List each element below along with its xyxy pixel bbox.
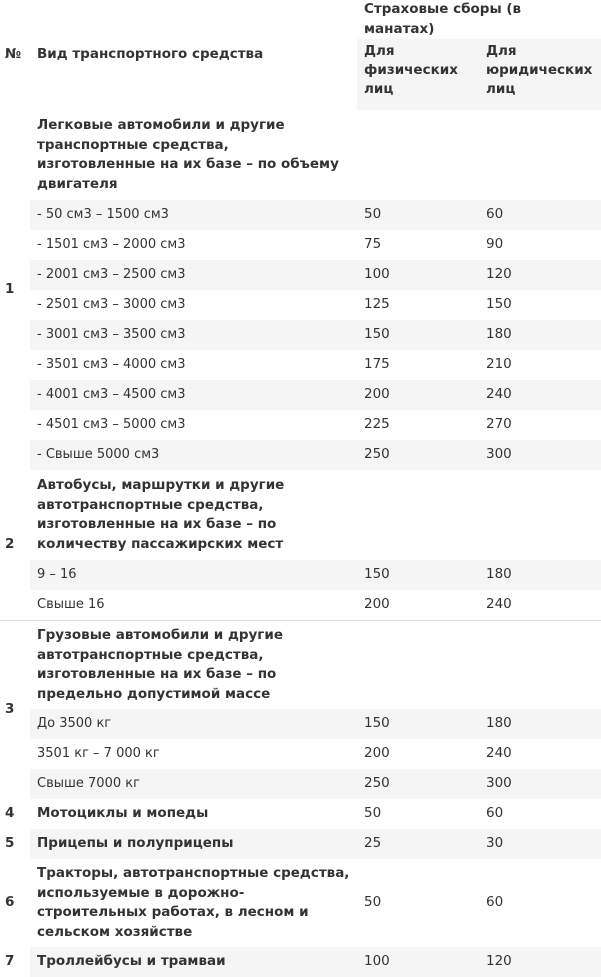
vehicle-subtype: - 50 см3 – 1500 см3 bbox=[30, 200, 357, 230]
fee-individuals: 25 bbox=[357, 829, 479, 859]
fee-individuals: 100 bbox=[357, 260, 479, 290]
fee-individuals: 50 bbox=[357, 200, 479, 230]
fee-individuals: 150 bbox=[357, 560, 479, 590]
fee-legal: 180 bbox=[479, 560, 601, 590]
fee-individuals: 150 bbox=[357, 709, 479, 739]
fee-legal: 90 bbox=[486, 236, 504, 253]
fee-individuals: 200 bbox=[364, 596, 390, 613]
fee-individuals: 250 bbox=[357, 440, 479, 470]
fee-legal: 300 bbox=[479, 440, 601, 470]
row-number: 7 bbox=[5, 953, 15, 970]
fee-legal: 120 bbox=[479, 947, 601, 977]
vehicle-subtype: - 2001 см3 – 2500 см3 bbox=[30, 260, 357, 290]
fee-legal: 120 bbox=[479, 260, 601, 290]
category-title: Мотоциклы и мопеды bbox=[37, 805, 209, 822]
group-1 bbox=[0, 110, 601, 470]
fee-individuals: 150 bbox=[357, 320, 479, 350]
fee-individuals: 100 bbox=[357, 947, 479, 977]
fee-individuals: 200 bbox=[364, 745, 390, 762]
fee-legal: 240 bbox=[486, 596, 512, 613]
fee-legal: 60 bbox=[479, 200, 601, 230]
vehicle-subtype: До 3500 кг bbox=[30, 709, 357, 739]
vehicle-subtype: Свыше 7000 кг bbox=[30, 769, 357, 799]
row-number: 3 bbox=[0, 621, 30, 800]
category-title: Тракторы, автотранспортные средства, используемые в дорожно-строительных работах, в лесном и сельском хозяйстве bbox=[37, 865, 350, 940]
fee-legal: 180 bbox=[479, 320, 601, 350]
category-title: Автобусы, маршрутки и другие автотранспортные средства, изготовленные на их базе – по количеству пассажирских мест bbox=[37, 477, 285, 552]
fee-legal: 240 bbox=[486, 745, 512, 762]
fee-legal: 210 bbox=[486, 356, 512, 373]
fee-legal: 60 bbox=[486, 805, 504, 822]
row-number: 5 bbox=[5, 835, 15, 852]
fee-individuals: 175 bbox=[364, 356, 390, 373]
vehicle-subtype: - 4501 см3 – 5000 см3 bbox=[37, 417, 186, 433]
fee-legal: 270 bbox=[486, 416, 512, 433]
vehicle-subtype: - 3001 см3 – 3500 см3 bbox=[30, 320, 357, 350]
vehicle-subtype: - 2501 см3 – 3000 см3 bbox=[37, 297, 186, 313]
vehicle-subtype: - 1501 см3 – 2000 см3 bbox=[37, 237, 186, 253]
fee-individuals: 250 bbox=[357, 769, 479, 799]
category-title: Легковые автомобили и другие транспортные средства, изготовленные на их базе – по объему двигателя bbox=[37, 117, 339, 192]
fee-individuals: 200 bbox=[357, 380, 479, 410]
fee-individuals: 225 bbox=[364, 416, 390, 433]
fee-legal: 300 bbox=[479, 769, 601, 799]
fee-individuals: 125 bbox=[364, 296, 390, 313]
group-2 bbox=[0, 470, 601, 621]
header-vehicle-type: Вид транспортного средства bbox=[37, 46, 264, 63]
row-number: 2 bbox=[5, 536, 15, 553]
vehicle-subtype: Свыше 16 bbox=[37, 597, 105, 613]
header-number: № bbox=[5, 46, 22, 63]
vehicle-subtype: - 4001 см3 – 4500 см3 bbox=[30, 380, 357, 410]
header-individuals: Для физических лиц bbox=[357, 39, 479, 110]
category-title: Прицепы и полуприцепы bbox=[30, 829, 357, 859]
category-title: Троллейбусы и трамваи bbox=[30, 947, 357, 977]
header-insurance-fees: Страховые сборы (в манатах) bbox=[364, 1, 522, 37]
fee-legal: 30 bbox=[479, 829, 601, 859]
header-legal-entities: Для юридических лиц bbox=[479, 39, 601, 110]
vehicle-subtype: - 3501 см3 – 4000 см3 bbox=[37, 357, 186, 373]
row-number: 4 bbox=[5, 805, 15, 822]
row-number: 1 bbox=[5, 281, 15, 298]
fee-legal: 150 bbox=[486, 296, 512, 313]
fee-legal: 180 bbox=[479, 709, 601, 739]
group-3 bbox=[0, 621, 601, 800]
fee-legal: 60 bbox=[486, 894, 504, 911]
single-rows bbox=[0, 799, 601, 977]
fee-individuals: 50 bbox=[364, 805, 382, 822]
vehicle-subtype: - Свыше 5000 см3 bbox=[30, 440, 357, 470]
category-title: Грузовые автомобили и другие автотранспортные средства, изготовленные на их базе – по предельно допустимой массе bbox=[30, 621, 357, 710]
fee-legal: 240 bbox=[479, 380, 601, 410]
fee-individuals: 75 bbox=[364, 236, 382, 253]
vehicle-subtype: 9 – 16 bbox=[30, 560, 357, 590]
vehicle-subtype: 3501 кг – 7 000 кг bbox=[37, 746, 160, 762]
row-number: 6 bbox=[5, 894, 15, 911]
fee-individuals: 50 bbox=[364, 894, 382, 911]
